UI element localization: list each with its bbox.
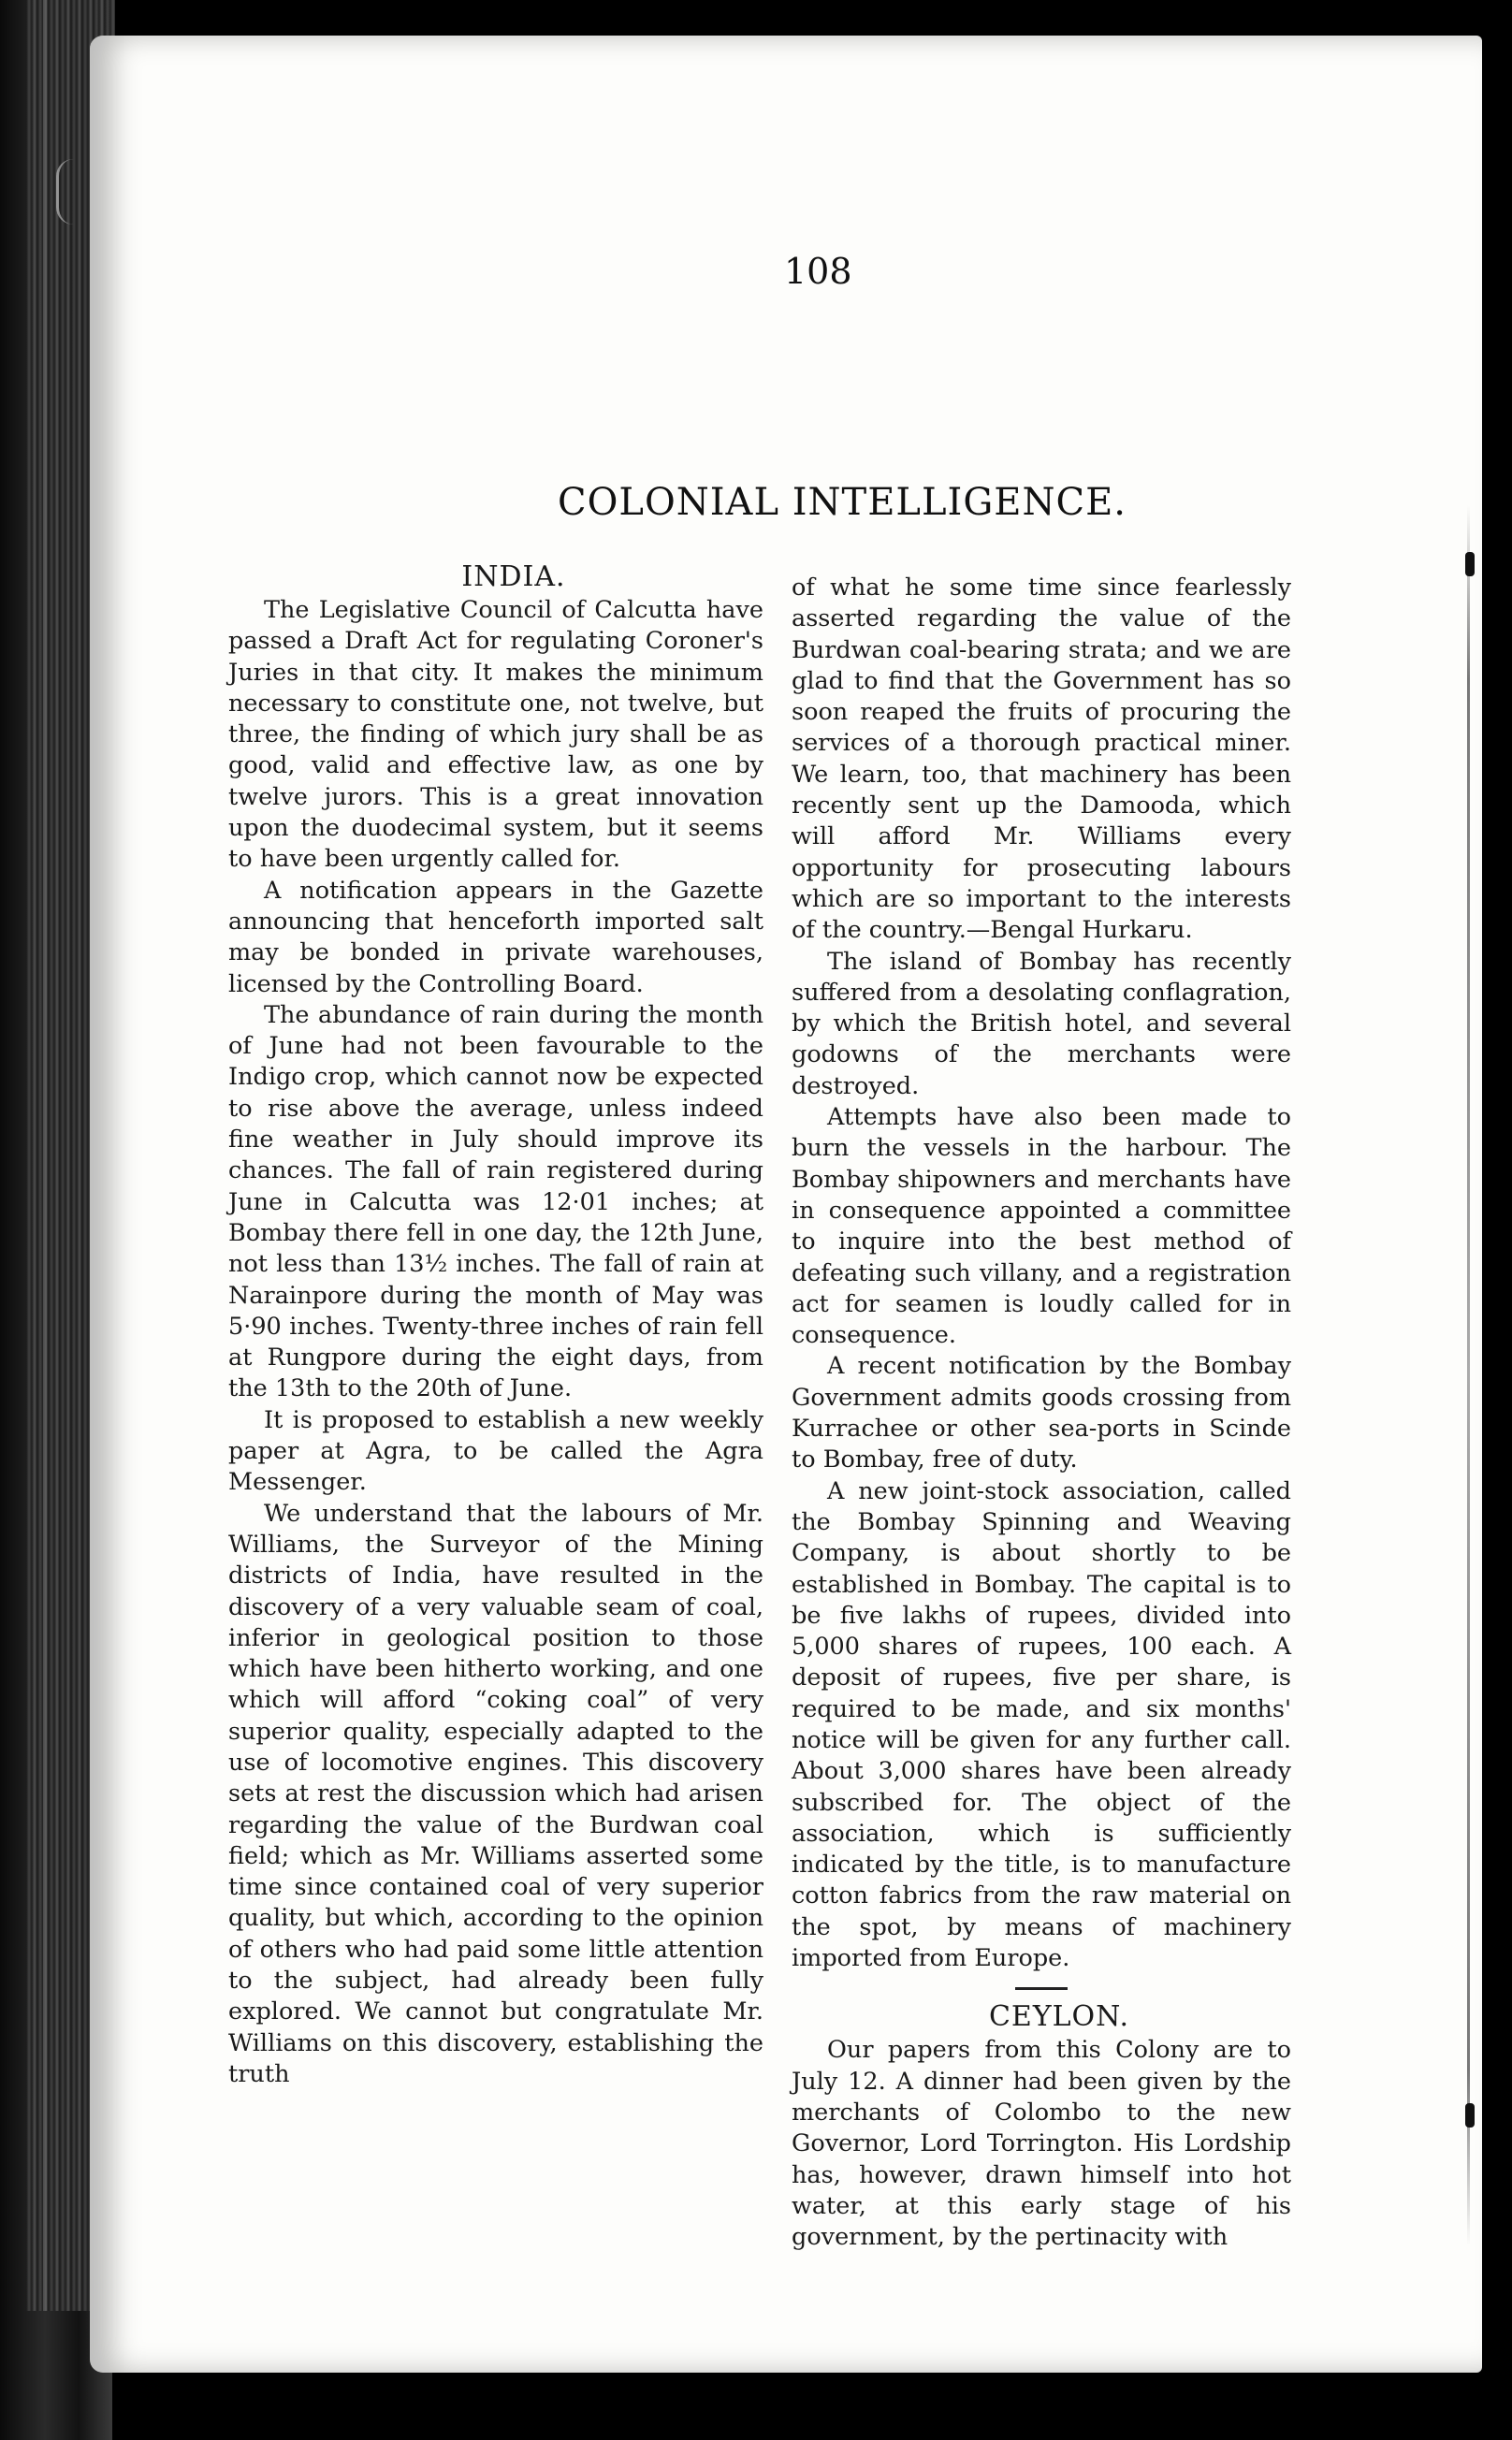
paragraph: The Legislative Council of Calcutta have passed a Draft Act for regulating Coroner's Juries in that city. It makes the minimum necessary to constitute one, not twelve, but three, the finding of which jury shall be as good, valid and effective law, as one by twelve jurors. This is a great innovation upon the duodecimal system, but it seems to have been urgently called for.	[228, 596, 763, 874]
left-column	[228, 559, 763, 2090]
paragraph: It is proposed to establish a new weekly paper at Agra, to be called the Agra Messenger.	[228, 1405, 763, 1497]
paragraph: The island of Bombay has recently suffered from a desolating conflagration, by which the British hotel, and several godowns of the merchants were destroyed.	[792, 947, 1291, 1100]
paragraph: Our papers from this Colony are to July 12. A dinner had been given by the merchants of Colombo to the new Governor, Lord Torrington. His Lordship has, however, drawn himself into hot water, at this early stage of his government, by the pertinacity with	[792, 2036, 1291, 2252]
right-column	[792, 573, 1291, 2253]
paragraph: of what he some time since fearlessly asserted regarding the value of the Burdwan coal-bearing strata; and we are glad to find that the Government has so soon reaped the fruits of procuring the services of a thorough practical miner. We learn, too, that machinery has been recently sent up the Damooda, which will afford Mr. Williams every opportunity for prosecuting labours which are so important to the interests of the country.—Bengal Hurkaru.	[792, 574, 1291, 945]
section-title: COLONIAL INTELLIGENCE.	[558, 481, 1127, 524]
paragraph: A new joint-stock association, called the Bombay Spinning and Weaving Company, is about shortly to be established in Bombay. The capital is to be five lakhs of rupees, divided into 5,000 shares of rupees, 100 each. A deposit of rupees, five per share, is required to be made, and six months' notice will be given for any further call. About 3,000 shares have been already subscribed for. The object of the association, which is sufficiently indicated by the title, is to manufacture cotton fabrics from the raw material on the spot, by means of machinery imported from Europe.	[792, 1476, 1291, 1973]
page-number: 108	[784, 251, 852, 292]
ceylon-heading: CEYLON.	[988, 2000, 1130, 2034]
paragraph: A recent notification by the Bombay Government admits goods crossing from Kurrachee or other sea-ports in Scinde to Bombay, free of duty.	[792, 1352, 1291, 1474]
paragraph: Attempts have also been made to burn the vessels in the harbour. The Bombay shipowners and merchants have in consequence appointed a committee to inquire into the best method of defeating such villany, and a registration act for seamen is loudly called for in consequence.	[792, 1103, 1291, 1350]
paragraph: The abundance of rain during the month of June had not been favourable to the Indigo crop, which cannot now be expected to rise above the average, unless indeed fine weather in July should improve its chances. The fall of rain registered during June in Calcutta was 12·01 inches; at Bombay there fell in one day, the 12th June, not less than 13½ inches. The fall of rain at Narainpore during the month of May was 5·90 inches. Twenty-three inches of rain fell at Rungpore during the eight days, from the 13th to the 20th of June.	[228, 1000, 763, 1403]
spine-ornament	[56, 159, 91, 225]
paragraph: We understand that the labours of Mr. Williams, the Surveyor of the Mining districts of India, have resulted in the discovery of a very valuable seam of coal, inferior in geological position to those which have been hitherto working, and one which will afford “coking coal” of very superior quality, especially adapted to the use of locomotive engines. This discovery sets at rest the discussion which had arisen regarding the value of the Burdwan coal field; which as Mr. Williams asserted some time since contained coal of very superior quality, but which, according to the opinion of others who had paid some little attention to the subject, had already been fully explored. We cannot but congratulate Mr. Williams on this discovery, establishing the truth	[228, 1499, 763, 2088]
right-fold-line	[1467, 505, 1470, 2245]
right-mark-bottom	[1465, 2103, 1475, 2128]
section-divider	[1015, 1987, 1068, 1990]
spine-line	[43, 0, 47, 2311]
india-heading: INDIA.	[461, 560, 566, 593]
paragraph: A notification appears in the Gazette announcing that henceforth imported salt may be bonded in private warehouses, licensed by the Controlling Board.	[228, 876, 763, 998]
right-mark-top	[1465, 552, 1475, 576]
